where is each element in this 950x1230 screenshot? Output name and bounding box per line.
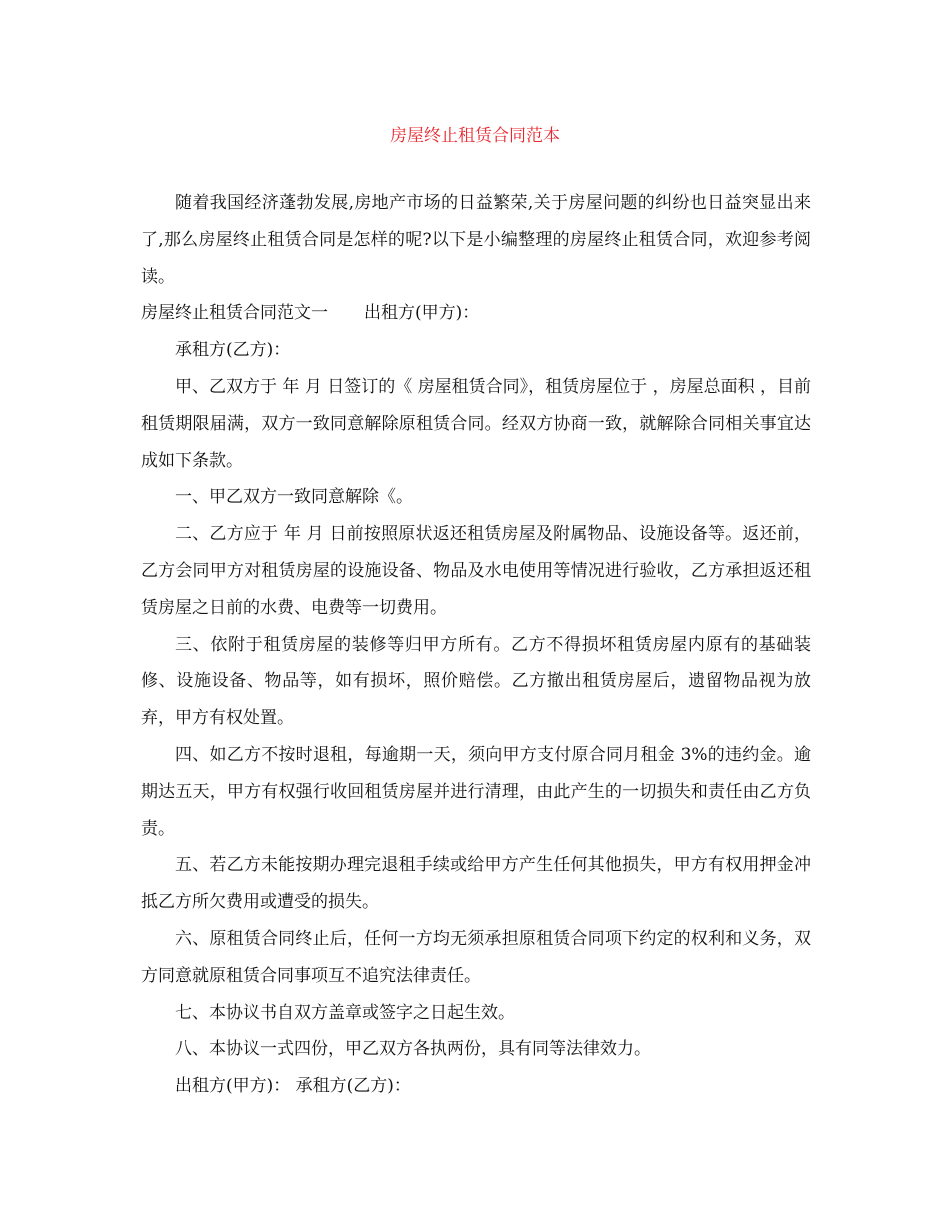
lessor-label: 出租方(甲方)： <box>364 303 480 324</box>
section-heading-line <box>141 295 811 332</box>
signature-lessee: 承租方(乙方)： <box>295 1076 411 1097</box>
clause-5: 五、若乙方未能按期办理完退租手续或给甲方产生任何其他损失，甲方有权用押金冲抵乙方所欠费用或遭受的损失。 <box>141 855 811 913</box>
signature-lessor: 出租方(甲方)： <box>175 1076 291 1097</box>
clause-6: 六、原租赁合同终止后，任何一方均无须承担原租赁合同项下约定的权利和义务，双方同意就原租赁合同事项互不追究法律责任。 <box>141 928 811 986</box>
document-body <box>141 185 811 1105</box>
clause-2: 二、乙方应于 年 月 日前按照原状返还租赁房屋及附属物品、设施设备等。返还前，乙方会同甲方对租赁房屋的设施设备、物品及水电使用等情况进行验收，乙方承担返还租赁房屋之日前的水费、电费等一切费用。 <box>141 524 811 618</box>
lessee-label: 承租方(乙方)： <box>175 340 291 361</box>
preamble-paragraph: 甲、乙双方于 年 月 日签订的《 房屋租赁合同》，租赁房屋位于 ，房屋总面积 ，目前租赁期限届满，双方一致同意解除原租赁合同。经双方协商一致，就解除合同相关事宜达成如下条款。 <box>141 376 811 471</box>
clause-1: 一、甲乙双方一致同意解除《。 <box>175 487 413 508</box>
signature-line <box>141 1068 811 1105</box>
section-heading: 房屋终止租赁合同范文一 <box>141 303 328 324</box>
document-title: 房屋终止租赁合同范本 <box>390 126 560 146</box>
clause-3: 三、依附于租赁房屋的装修等归甲方所有。乙方不得损坏租赁房屋内原有的基础装修、设施设备、物品等，如有损坏，照价赔偿。乙方撤出租赁房屋后，遗留物品视为放弃，甲方有权处置。 <box>141 634 811 729</box>
intro-paragraph: 随着我国经济蓬勃发展,房地产市场的日益繁荣,关于房屋问题的纠纷也日益突显出来了,那么房屋终止租赁合同是怎样的呢?以下是小编整理的房屋终止租赁合同，欢迎参考阅读。 <box>141 193 811 287</box>
clause-8: 八、本协议一式四份，甲乙双方各执两份，具有同等法律效力。 <box>175 1039 651 1060</box>
clause-4: 四、如乙方不按时退租，每逾期一天，须向甲方支付原合同月租金 3%的违约金。逾期达五天，甲方有权强行收回租赁房屋并进行清理，由此产生的一切损失和责任由乙方负责。 <box>141 744 811 839</box>
clause-7: 七、本协议书自双方盖章或签字之日起生效。 <box>175 1002 515 1023</box>
